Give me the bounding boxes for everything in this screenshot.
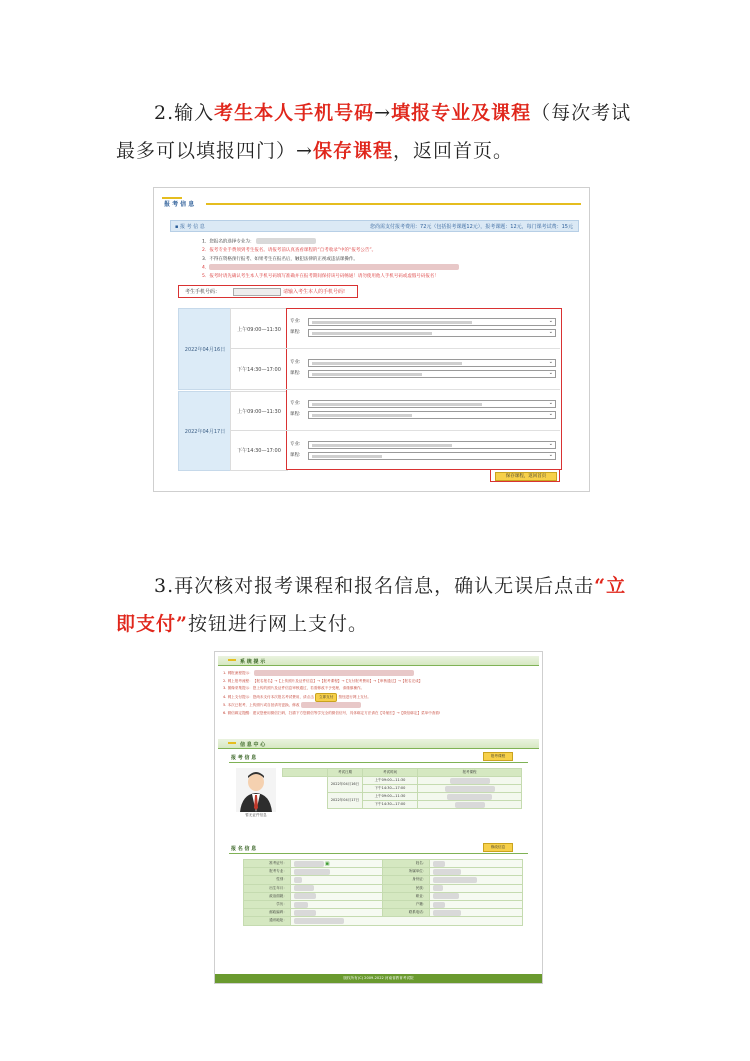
- course-select-row: 课程: ⌄: [290, 329, 556, 336]
- phone-label: 考生手机号码：: [185, 289, 221, 295]
- note-item: 5．报考时请先确认考生本人手机号码填写准确并在报考期间保持该号码畅通！请勿使用他人手机号码或虚假号码报名！: [202, 274, 439, 279]
- chevron-down-icon: ⌄: [548, 318, 553, 324]
- save-course-button[interactable]: 保存课程，返回首页: [495, 472, 557, 481]
- major-select-row: 专业: ⌄: [290, 400, 556, 407]
- step2-text-2: （每次考试最多可以填报四门）: [116, 102, 632, 162]
- time-slot: 上午09:00—11:30: [230, 391, 288, 432]
- note-item: 4．: [202, 264, 482, 273]
- exam-table: [282, 768, 522, 809]
- step2-number: 2.: [154, 102, 175, 124]
- pay-now-button[interactable]: 立即支付: [315, 693, 337, 703]
- avatar-label: 暂无证件信息: [245, 813, 267, 817]
- table-row: 学历： 户籍：: [244, 900, 523, 908]
- notice-item: 1. 网报流程提示：: [223, 670, 534, 678]
- course-select-row: 课程: ⌄: [290, 411, 556, 418]
- table-row: 报考专业： 所属单位：: [244, 868, 523, 876]
- step2-highlight-phone: 考生本人手机号码: [214, 102, 375, 124]
- table-row: 下午14:30—17:00: [283, 785, 522, 793]
- exam-info-title: 报 考 信 息: [231, 755, 257, 761]
- chevron-down-icon: ⌄: [548, 359, 553, 365]
- notice-item: 2. 网上报考流程：【报名报名】→【上传照片及证件信息】→【报考课程】→【支付报考费用】→【审核通过】→【报名完成】: [223, 678, 423, 683]
- info-bar-title: ▪ 报 考 信 息: [175, 224, 205, 230]
- major-select-row: 专业: ⌄: [290, 441, 556, 448]
- time-slot: 下午14:30—17:00: [230, 348, 288, 390]
- notice-item: 3. 图像采集提示：您上传的照片及证件信息审核通过，若需修改不予受理，请谨慎操作。: [223, 686, 365, 690]
- course-select-row: 课程: ⌄: [290, 370, 556, 377]
- notes-list: [202, 238, 482, 282]
- chevron-down-icon: ⌄: [548, 411, 553, 417]
- step2-text-1: 输入: [174, 102, 215, 124]
- notice-item: 6. 微信绑定提醒：建议您使用微信扫码，扫描下方您微信等学完全的微信信号，具体绑定方法请在【导航栏】→【微信绑定】菜单中查看!: [223, 710, 441, 715]
- step2-arrow-2: →: [296, 140, 313, 162]
- avatar: [236, 768, 276, 820]
- major-select[interactable]: [308, 441, 556, 449]
- time-slot: 下午14:30—17:00: [230, 430, 288, 471]
- phone-row: [178, 285, 358, 298]
- edit-info-button[interactable]: 修改信息: [483, 843, 513, 852]
- major-select[interactable]: [308, 359, 556, 367]
- course-select[interactable]: [308, 452, 556, 460]
- step3-text-1: 再次核对报考课程和报名信息，确认无误后点击: [174, 575, 595, 597]
- table-row: 通讯地址：: [244, 917, 523, 925]
- info-bar: [170, 220, 579, 232]
- step3-paragraph: [116, 567, 646, 643]
- table-row: 邮政编码： 联系电话：: [244, 909, 523, 917]
- table-row: 2022年04月16日 上午09:00—11:30: [283, 777, 522, 785]
- phone-hint: 请输入考生本人的手机号码!: [283, 289, 346, 295]
- table-row: 政治面貌： 职业：: [244, 892, 523, 900]
- course-select[interactable]: [308, 329, 556, 337]
- major-select[interactable]: [308, 318, 556, 326]
- major-select-row: 专业: ⌄: [290, 359, 556, 366]
- section-title: 报 考 信 息: [164, 201, 195, 208]
- col-date: 考试日期: [328, 769, 363, 777]
- step2-highlight-save: 保存课程: [312, 140, 393, 162]
- exam-date: 2022年04月17日: [178, 391, 232, 471]
- registration-table: [243, 859, 523, 926]
- step3-highlight-pay: “立即支付”: [116, 575, 627, 635]
- time-slot: 上午09:00—11:30: [230, 308, 288, 350]
- table-header-row: [283, 769, 522, 777]
- note-item: 3．不得在资格预行报考、如果考生在报名后，触犯法律的正视或违法课操作。: [202, 256, 358, 262]
- notice-item: 5. 本次已报考，上传照片或自拍请勿更换，修改: [223, 702, 534, 710]
- table-row: 出生年月： 民族：: [244, 884, 523, 892]
- step3-number: 3.: [154, 575, 175, 597]
- save-highlight: [490, 469, 560, 482]
- screenshot-info-center: [214, 651, 543, 984]
- registration-info-title: 报 名 信 息: [231, 846, 257, 852]
- footer: 版权所有(C) 2009-2022 河南省教育考试院: [215, 974, 542, 983]
- table-row: 性别： 身份证：: [244, 876, 523, 884]
- user-avatar-icon: [236, 768, 276, 812]
- chevron-down-icon: ⌄: [548, 452, 553, 458]
- copy-icon: ▣: [324, 860, 330, 867]
- col-course: 报考课程: [418, 769, 522, 777]
- major-select-row: 专业: ⌄: [290, 318, 556, 325]
- course-select[interactable]: [308, 370, 556, 378]
- table-row: 准考证号： ▣ 姓名：: [244, 860, 523, 868]
- exam-date: 2022年04月16日: [178, 308, 232, 390]
- register-course-button[interactable]: 报考课程: [483, 752, 513, 761]
- phone-input[interactable]: [233, 288, 281, 296]
- system-notice-header: 系 统 提 示: [218, 656, 539, 666]
- step2-arrow-1: →: [374, 102, 392, 124]
- chevron-down-icon: ⌄: [548, 441, 553, 447]
- chevron-down-icon: ⌄: [548, 400, 553, 406]
- notice-item: 4. 网上支付提示：您尚未支付本次报名考试费用，请点击 立即支付 按钮进行网上支付。: [223, 693, 534, 703]
- major-select[interactable]: [308, 400, 556, 408]
- chevron-down-icon: ⌄: [548, 329, 553, 335]
- table-row: 下午14:30—17:00: [283, 801, 522, 809]
- notice-list: [223, 670, 534, 717]
- chevron-down-icon: ⌄: [548, 370, 553, 376]
- course-grid: [178, 308, 561, 469]
- step2-paragraph: [116, 94, 646, 170]
- info-bar-fees: 您尚需支付报考费用：72元（包括报考课题12元），报考课题：12元，每门课考试费：15元: [370, 224, 573, 230]
- course-select-row: 课程: ⌄: [290, 452, 556, 459]
- step2-text-3: ，返回首页。: [392, 140, 513, 162]
- table-row: 2022年04月17日 上午09:00—11:30: [283, 793, 522, 801]
- screenshot-course-selection: [153, 187, 590, 492]
- course-select[interactable]: [308, 411, 556, 419]
- info-center-header: 信 息 中 心: [218, 739, 539, 749]
- step2-highlight-major: 填报专业及课程: [391, 102, 532, 124]
- note-item: 2．报考专业手费须到考生报名。请报考前认真查看课程的“自考收录”中的“报考公告”。: [202, 248, 377, 253]
- note-item: 1．您报名的选择专业为：: [202, 238, 482, 247]
- col-time: 考试时间: [363, 769, 418, 777]
- step3-text-2: 按钮进行网上支付。: [187, 613, 368, 635]
- section-divider: [206, 203, 581, 205]
